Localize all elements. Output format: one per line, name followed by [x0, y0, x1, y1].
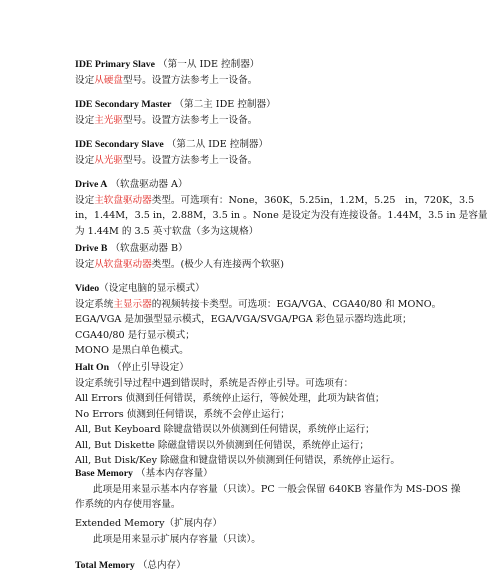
section-body-line: All, But Diskette 除磁盘错误以外侦测到任何错误，系统停止运行； [75, 439, 369, 451]
section-body-line: 设定系统引导过程中遇到错误时，系统是否停止引导。可选项有： [75, 377, 354, 389]
section-heading: Halt On （停止引导设定） [75, 362, 189, 373]
section-body-line: 为 1.44M 的 3.5 英寸软盘（多为这规格） [75, 225, 259, 237]
section-body-line: MONO 是黑白单色模式。 [75, 345, 189, 356]
section-body-line: CGA40/80 是行显示模式； [75, 329, 195, 341]
section-body-line: EGA/VGA 是加强型显示模式，EGA/VGA/SVGA/PGA 彩色显示器均选此项； [75, 314, 412, 325]
section-body-line: 设定主软盘驱动器类型。可选项有：None，360K，5.25in，1.2M，5.25 in，720K， 3.5 [75, 194, 475, 206]
section-video [75, 281, 442, 359]
section-body-line: 作系统的内存使用容量。 [75, 499, 181, 510]
section-ide-primary-slave [75, 57, 427, 88]
section-heading: Drive A （软盘驱动器 A） [75, 179, 188, 190]
section-ide-secondary-slave [75, 137, 427, 168]
section-body-line: All, But Disk/Key 除磁盘和键盘错误以外侦测到任何错误，系统停止运行。 [75, 455, 400, 466]
section-body-line: 此项是用来显示基本内存容量（只读）。PC 一般会保留 640KB 容量作为 MS-DOS 操 [93, 483, 461, 495]
section-ide-secondary-master [75, 97, 427, 128]
section-heading: Base Memory （基本内存容量） [75, 468, 213, 479]
section-body-line: All, But Keyboard 除键盘错误以外侦测到任何错误，系统停止运行； [75, 424, 375, 435]
section-heading: Total Memory （总内存） [75, 560, 186, 571]
section-heading: IDE Secondary Slave （第二从 IDE 控制器） [75, 139, 269, 150]
section-extended-memory [75, 516, 427, 547]
section-body-line: All Errors 侦测到任何错误，系统停止运行，等候处理，此项为缺省值； [75, 393, 385, 404]
section-body-line: 设定系统主显示器的视频转接卡类型。可选项：EGA/VGA、CGA40/80 和 MONO。 [75, 298, 442, 310]
section-heading: Video（设定电脑的显示模式） [75, 283, 205, 294]
section-body-line: 设定主光驱型号。设置方法参考上一设备。 [75, 114, 258, 126]
section-heading: IDE Primary Slave （第一从 IDE 控制器） [75, 59, 260, 70]
section-heading: IDE Secondary Master （第二主 IDE 控制器） [75, 99, 276, 110]
section-body-line: 此项是用来显示扩展内存容量（只读）。 [93, 533, 261, 545]
section-body-line: 设定从光驱型号。设置方法参考上一设备。 [75, 154, 258, 166]
section-halt-on [75, 360, 427, 469]
section-heading: Drive B （软盘驱动器 B） [75, 243, 188, 254]
section-body-line: 设定从硬盘型号。设置方法参考上一设备。 [75, 74, 258, 86]
section-base-memory [75, 466, 461, 513]
section-body-line: No Errors 侦测到任何错误，系统不会停止运行； [75, 408, 290, 420]
section-heading: Extended Memory（扩展内存） [75, 518, 223, 529]
section-drive-b [75, 241, 427, 272]
section-drive-a [75, 177, 488, 239]
section-body-line: 设定从软盘驱动器类型。(极少人有连接两个软驱) [75, 258, 284, 270]
section-body-line: in，1.44M，3.5 in，2.88M，3.5 in 。None 是设定为没有连接设备。1.44M，3.5 in 是容量 [75, 210, 488, 221]
